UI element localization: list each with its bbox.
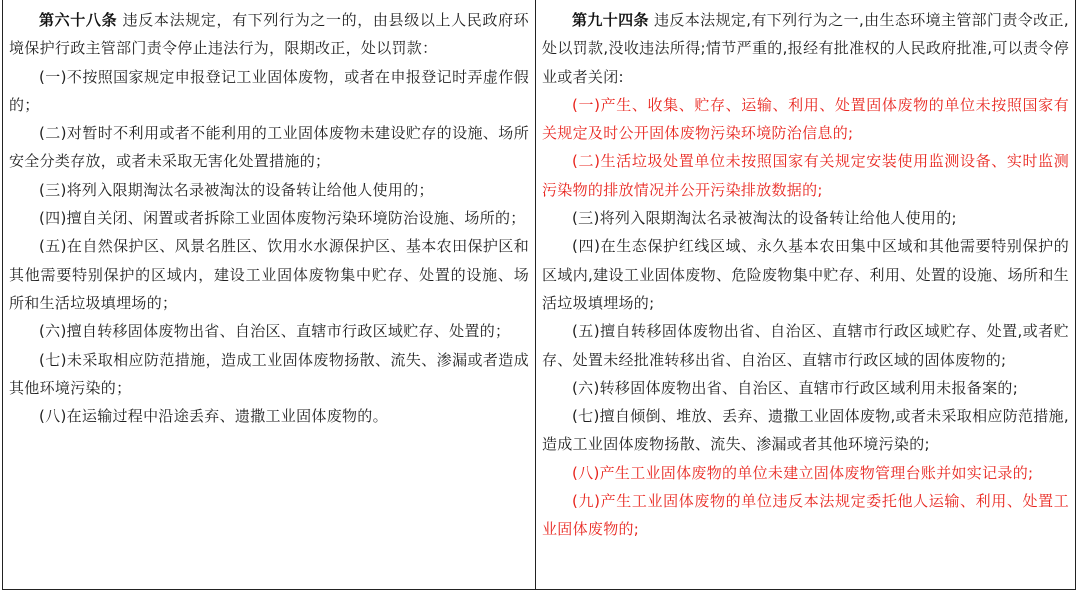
old-item: (三)将列入限期淘汰名录被淘汰的设备转让给他人使用的； xyxy=(39,180,434,199)
new-item: (四)在生态保护红线区域、永久基本农田集中区域和其他需要特别保护的区域内,建设工业固体废物、危险废物集中贮存、利用、处置的设施、场所和生活垃圾填埋场的; xyxy=(542,237,1069,312)
new-item: (五)擅自转移固体废物出省、自治区、直辖市行政区域贮存、处置,或者贮存、处置未经批准转移出省、自治区、直辖市行政区域的固体废物的; xyxy=(542,322,1069,369)
old-item: (五)在自然保护区、风景名胜区、饮用水水源保护区、基本农田保护区和其他需要特别保护的区域内，建设工业固体废物集中贮存、处置的设施、场所和生活垃圾填埋场的； xyxy=(9,237,529,312)
old-item: (八)在运输过程中沿途丢弃、遗撒工业固体废物的。 xyxy=(39,407,388,426)
comparison-table xyxy=(2,0,1076,590)
new-item: (六)转移固体废物出省、自治区、直辖市行政区域利用未报备案的; xyxy=(572,378,1019,397)
old-item: (四)擅自关闭、闲置或者拆除工业固体废物污染环境防治设施、场所的； xyxy=(39,209,526,228)
new-article-number: 第九十四条 xyxy=(572,11,649,29)
new-law-column xyxy=(536,0,1075,589)
old-item: (二)对暂时不利用或者不能利用的工业固体废物未建设贮存的设施、场所安全分类存放，或者未采取无害化处置措施的； xyxy=(9,124,529,171)
old-article-intro: 违反本法规定，有下列行为之一的，由县级以上人民政府环境保护行政主管部门责令停止违法行为，限期改正，处以罚款： xyxy=(9,11,529,58)
new-article-heading xyxy=(542,6,1069,91)
old-item: (七)未采取相应防范措施，造成工业固体废物扬散、流失、渗漏或者造成其他环境污染的； xyxy=(9,350,529,397)
new-item-list xyxy=(542,91,1069,544)
old-law-column xyxy=(3,0,536,589)
old-article-heading xyxy=(9,6,529,63)
new-item: (八)产生工业固体废物的单位未建立固体废物管理台账并如实记录的; xyxy=(572,463,1034,482)
new-item: (七)擅自倾倒、堆放、丢弃、遗撒工业固体废物,或者未采取相应防范措施,造成工业固体废物扬散、流失、渗漏或者其他环境污染的; xyxy=(542,407,1069,454)
old-item: (一)不按照国家规定申报登记工业固体废物，或者在申报登记时弄虚作假的； xyxy=(9,67,529,114)
new-article-intro: 违反本法规定,有下列行为之一,由生态环境主管部门责令改正,处以罚款,没收违法所得;情节严重的,报经有批准权的人民政府批准,可以责令停业或者关闭: xyxy=(542,11,1069,86)
new-item: (二)生活垃圾处置单位未按照国家有关规定安装使用监测设备、实时监测污染物的排放情况并公开污染排放数据的; xyxy=(542,152,1069,199)
old-item: (六)擅自转移固体废物出省、自治区、直辖市行政区域贮存、处置的； xyxy=(39,322,511,341)
new-item: (三)将列入限期淘汰名录被淘汰的设备转让给他人使用的; xyxy=(572,209,957,228)
old-article-number: 第六十八条 xyxy=(39,11,118,29)
new-item: (一)产生、收集、贮存、运输、利用、处置固体废物的单位未按照国家有关规定及时公开固体废物污染环境防治信息的; xyxy=(542,95,1069,143)
new-item: (九)产生工业固体废物的单位违反本法规定委托他人运输、利用、处置工业固体废物的; xyxy=(542,492,1069,539)
